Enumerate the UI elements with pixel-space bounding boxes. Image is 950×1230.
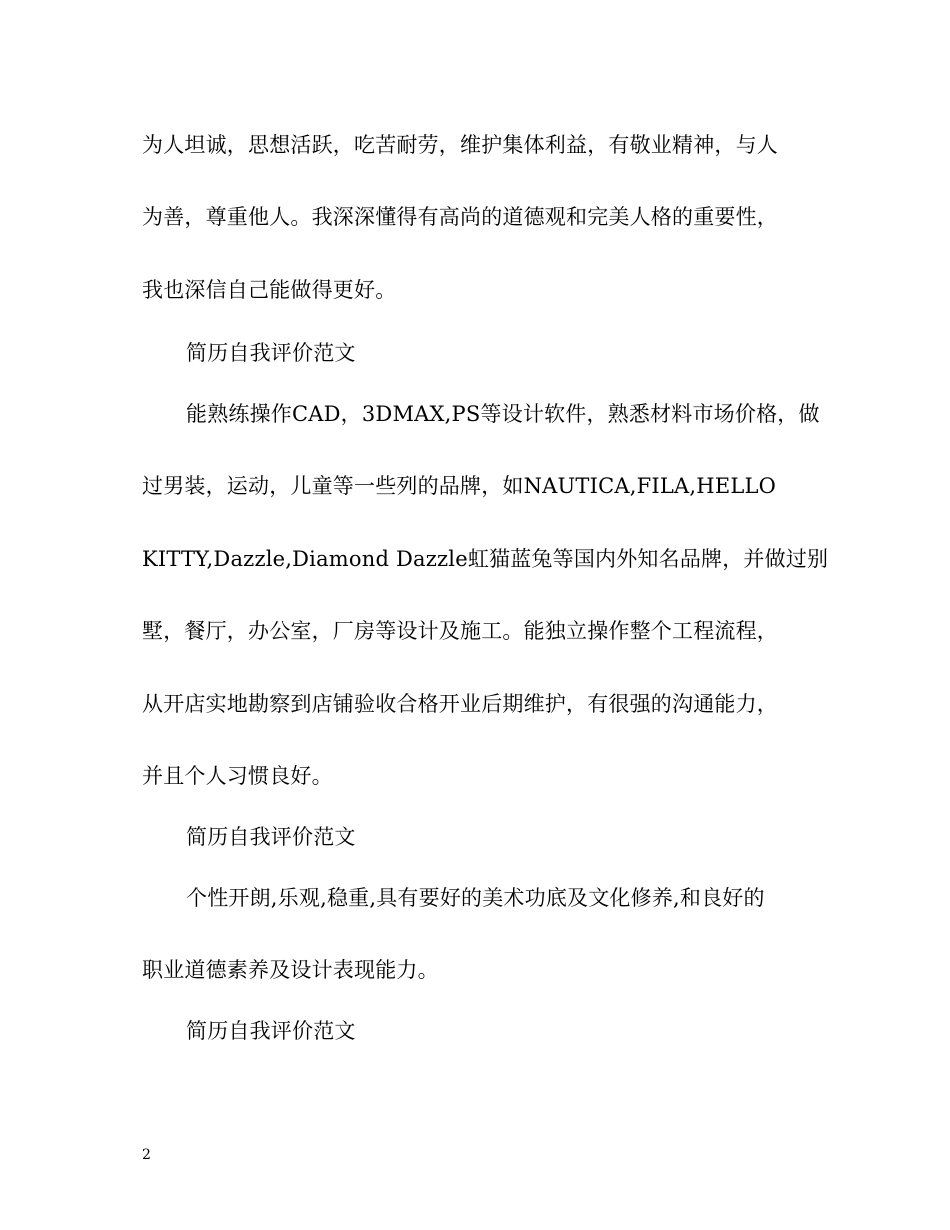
section-heading: 简历自我评价范文 [186,1019,356,1043]
paragraph-line: 墅，餐厅，办公室，厂房等设计及施工。能独立操作整个工程流程， [142,619,778,643]
paragraph-line: 能熟练操作CAD，3DMAX,PS等设计软件，熟悉材料市场价格，做 [186,402,820,426]
section-heading: 简历自我评价范文 [186,825,356,849]
paragraph-line: 从开店实地勘察到店铺验收合格开业后期维护，有很强的沟通能力， [142,692,778,716]
paragraph-line: 职业道德素养及设计表现能力。 [142,958,439,982]
section-heading: 简历自我评价范文 [186,341,356,365]
paragraph-line: 过男装，运动，儿童等一些列的品牌，如NAUTICA,FILA,HELLO [142,474,777,498]
paragraph-line: 为人坦诚，思想活跃，吃苦耐劳，维护集体利益，有敬业精神，与人 [142,133,778,157]
paragraph-line: 为善，尊重他人。我深深懂得有高尚的道德观和完美人格的重要性， [142,205,778,229]
paragraph-line: KITTY,Dazzle,Diamond Dazzle虹猫蓝兔等国内外知名品牌，并做过别 [142,547,829,571]
paragraph-line: 我也深信自己能做得更好。 [142,278,397,302]
page-number: 2 [142,1147,151,1163]
paragraph-line: 并且个人习惯良好。 [142,764,333,788]
paragraph-line: 个性开朗,乐观,稳重,具有要好的美术功底及文化修养,和良好的 [186,886,765,910]
